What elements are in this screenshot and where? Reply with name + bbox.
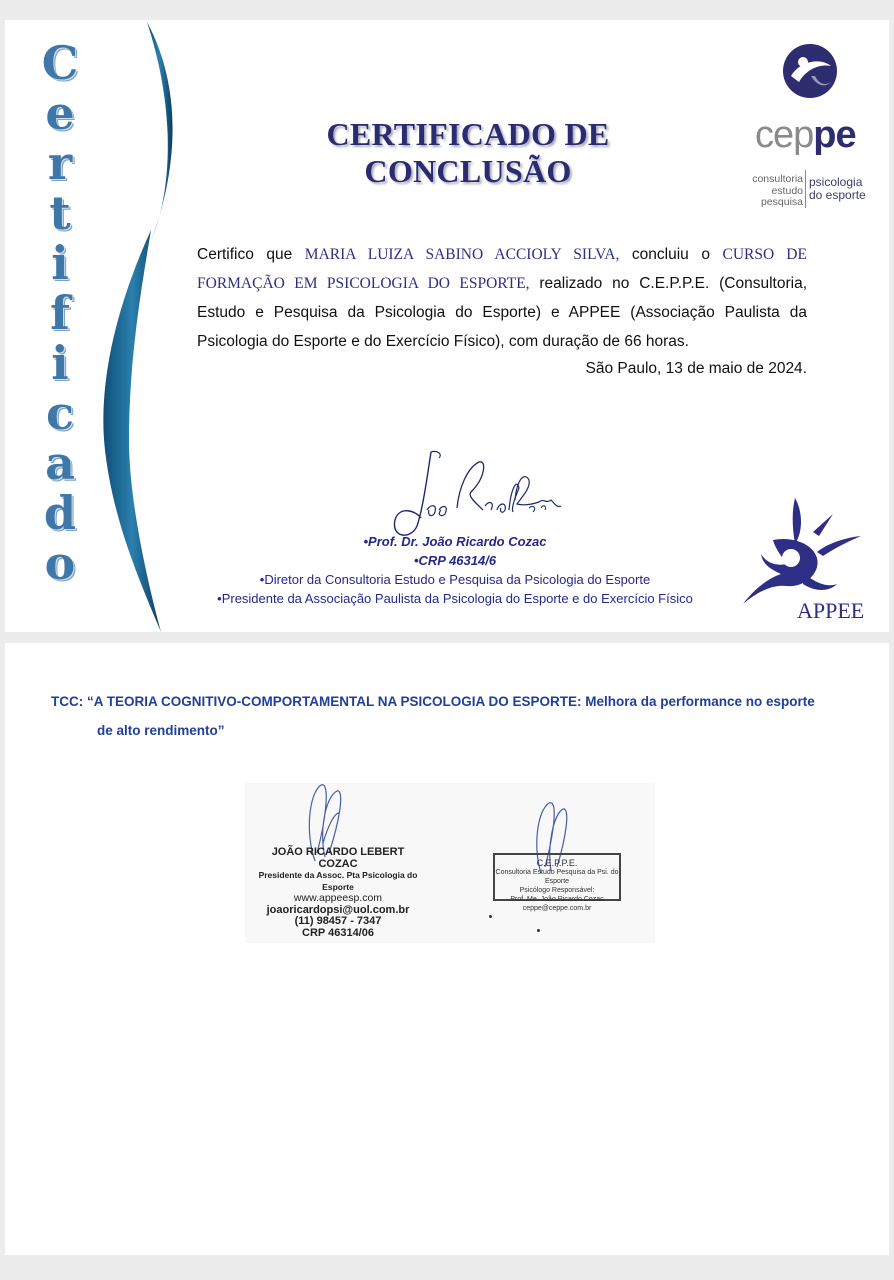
signatory-block xyxy=(185,532,725,608)
ceppe-tagline-left: consultoria estudo pesquisa xyxy=(752,173,803,208)
appee-label: APPEE xyxy=(797,598,865,623)
side-vertical-title xyxy=(25,36,105,602)
side-letter: i xyxy=(51,236,69,290)
tcc-line-2: de alto rendimento” xyxy=(97,723,225,738)
side-letter: i xyxy=(51,336,69,390)
signatory-role-1: •Diretor da Consultoria Estudo e Pesquisa da Psicologia do Esporte xyxy=(259,572,651,587)
ink-dot xyxy=(489,915,492,918)
tcc-line-1: “A TEORIA COGNITIVO-COMPORTAMENTAL NA PSICOLOGIA DO ESPORTE: Melhora da performance no esporte xyxy=(83,694,815,709)
appee-athlete-icon xyxy=(733,492,873,604)
stamp-ceppe: C.E.P.P.E. Consultoria Estudo Pesquisa da Psi. do Esporte Psicólogo Responsável: Prof. Me. João Ricardo Cozac ceppe@ceppe.com.br xyxy=(493,853,621,901)
ceppe-emblem-icon xyxy=(781,42,839,100)
ceppe-logo xyxy=(745,42,875,208)
side-letter: o xyxy=(44,536,76,590)
ceppe-wordmark: ceppe xyxy=(755,114,856,156)
certificate-back-page xyxy=(5,643,889,1255)
ink-dot xyxy=(537,929,540,932)
recipient-name: MARIA LUIZA SABINO ACCIOLY SILVA, xyxy=(304,246,620,263)
course-name: CURSO DE FORMAÇÃO EM PSICOLOGIA DO ESPORTE, xyxy=(197,246,807,292)
side-letter: a xyxy=(45,436,75,490)
stamp-cozac: JOÃO RICARDO LEBERT COZAC Presidente da Assoc. Pta Psicologia do Esporte www.appeesp.com joaoricardopsi@uol.com.br (11) 98457 - 7347 CRP 46314/06 xyxy=(258,846,418,939)
certificate-front-page xyxy=(5,20,889,632)
tcc-label: TCC: xyxy=(51,694,84,709)
ceppe-tagline-right: psicologia do esporte xyxy=(809,175,866,202)
signatory-name: •Prof. Dr. João Ricardo Cozac xyxy=(363,534,547,549)
signatory-role-2: •Presidente da Associação Paulista da Psicologia do Esporte e do Exercício Físico xyxy=(217,591,693,606)
side-letter: C xyxy=(41,36,79,90)
appee-logo xyxy=(733,492,878,622)
signatory-crp: •CRP 46314/6 xyxy=(413,553,497,568)
side-letter: t xyxy=(49,186,71,240)
certificate-date: São Paulo, 13 de maio de 2024. xyxy=(585,360,807,377)
stamps-area xyxy=(245,783,655,943)
side-letter: r xyxy=(47,136,73,190)
certificate-title: CERTIFICADO DE CONCLUSÃO xyxy=(326,116,610,189)
side-letter: f xyxy=(50,286,70,340)
tcc-title xyxy=(51,687,851,745)
side-letter: c xyxy=(45,386,74,440)
side-letter: e xyxy=(45,86,75,140)
ceppe-divider xyxy=(805,170,806,208)
decorative-ribbon xyxy=(99,20,179,632)
side-letter: d xyxy=(43,486,77,540)
handwritten-signature xyxy=(387,448,562,538)
certificate-body: Certifico que MARIA LUIZA SABINO ACCIOLY SILVA, concluiu o CURSO DE FORMAÇÃO EM PSICOLOGIA DO ESPORTE, realizado no C.E.P.P.E. (Consultoria, Estudo e Pesquisa da Psicologia do Esporte) e APPEE (Associação Paulista da Psicologia do Esporte e do Exercício Físico), com duração de 66 horas. xyxy=(197,246,807,350)
